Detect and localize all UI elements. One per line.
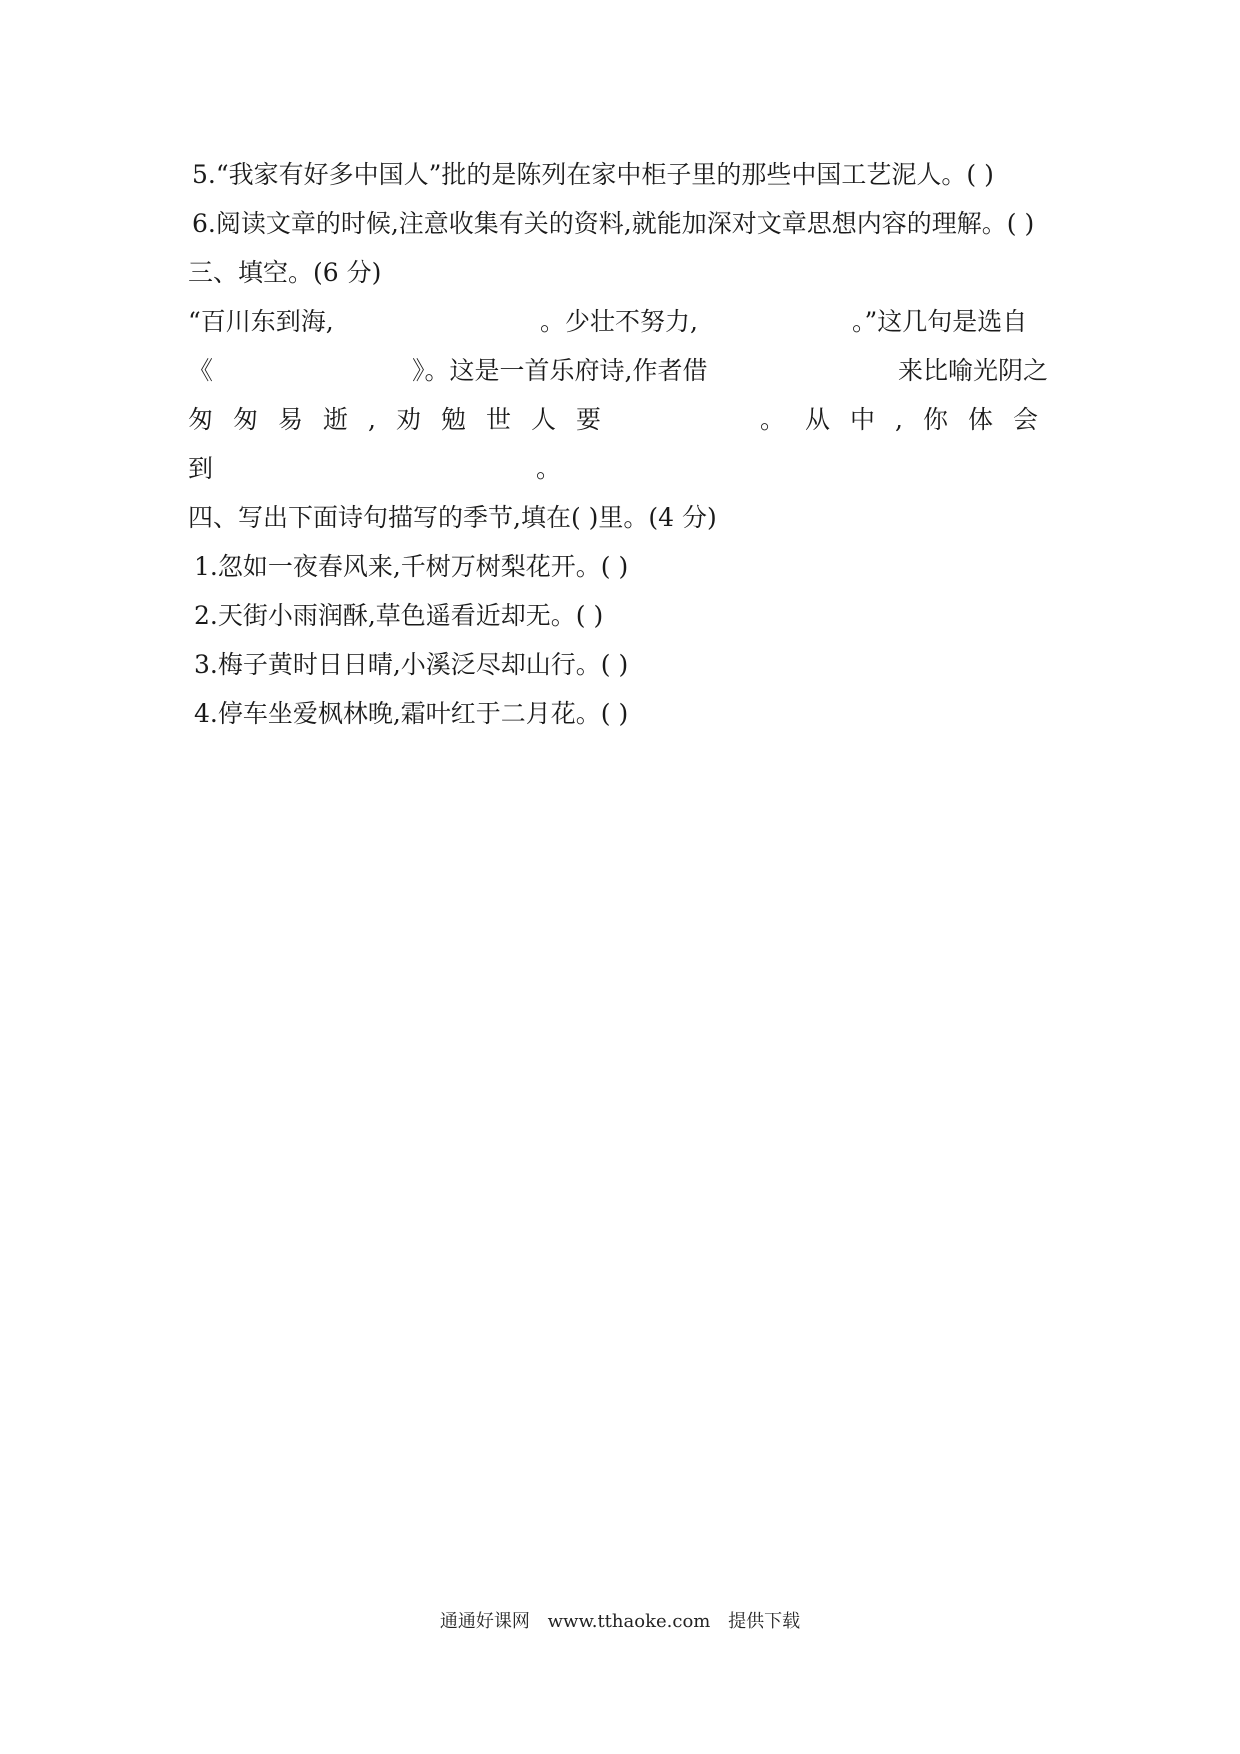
fill-line-3-part-a: 匆匆易逝,劝勉世人要 (188, 405, 621, 434)
fill-line-1-part-c: 。”这几句是选自 (852, 307, 1028, 336)
fill-line-1-part-a: “百川东到海, (188, 307, 334, 336)
fill-line-2-part-a: 《 (188, 356, 214, 385)
season-item-1: 1.忽如一夜春风来,千树万树梨花开。( ) (194, 552, 629, 581)
footer-url: www.tthaoke.com (547, 1611, 711, 1632)
fill-line-4-part-b: 。 (536, 454, 562, 483)
fill-line-4-part-a: 到 (188, 454, 214, 483)
fill-line-2-part-c: 来比喻光阴之 (898, 356, 1049, 385)
footer-suffix: 提供下载 (728, 1611, 801, 1632)
footer-site-name: 通通好课网 (439, 1611, 530, 1632)
fill-line-1-part-b: 。少壮不努力, (540, 307, 698, 336)
season-item-3: 3.梅子黄时日日晴,小溪泛尽却山行。( ) (194, 650, 629, 679)
judgment-item-6: 6.阅读文章的时候,注意收集有关的资料,就能加深对文章思想内容的理解。( ) (192, 209, 1035, 238)
season-item-4: 4.停车坐爱枫林晚,霜叶红于二月花。( ) (194, 699, 629, 728)
section-4-heading: 四、写出下面诗句描写的季节,填在( )里。(4 分) (188, 503, 717, 532)
judgment-item-5: 5.“我家有好多中国人”批的是陈列在家中柜子里的那些中国工艺泥人。( ) (192, 160, 994, 189)
section-3-heading: 三、填空。(6 分) (188, 258, 382, 287)
fill-line-3-part-b: 。从中,你体会 (760, 405, 1058, 434)
fill-line-2-part-b: 》。这是一首乐府诗,作者借 (412, 356, 708, 385)
season-item-2: 2.天街小雨润酥,草色遥看近却无。( ) (194, 601, 604, 630)
page-footer (0, 1610, 1240, 1634)
